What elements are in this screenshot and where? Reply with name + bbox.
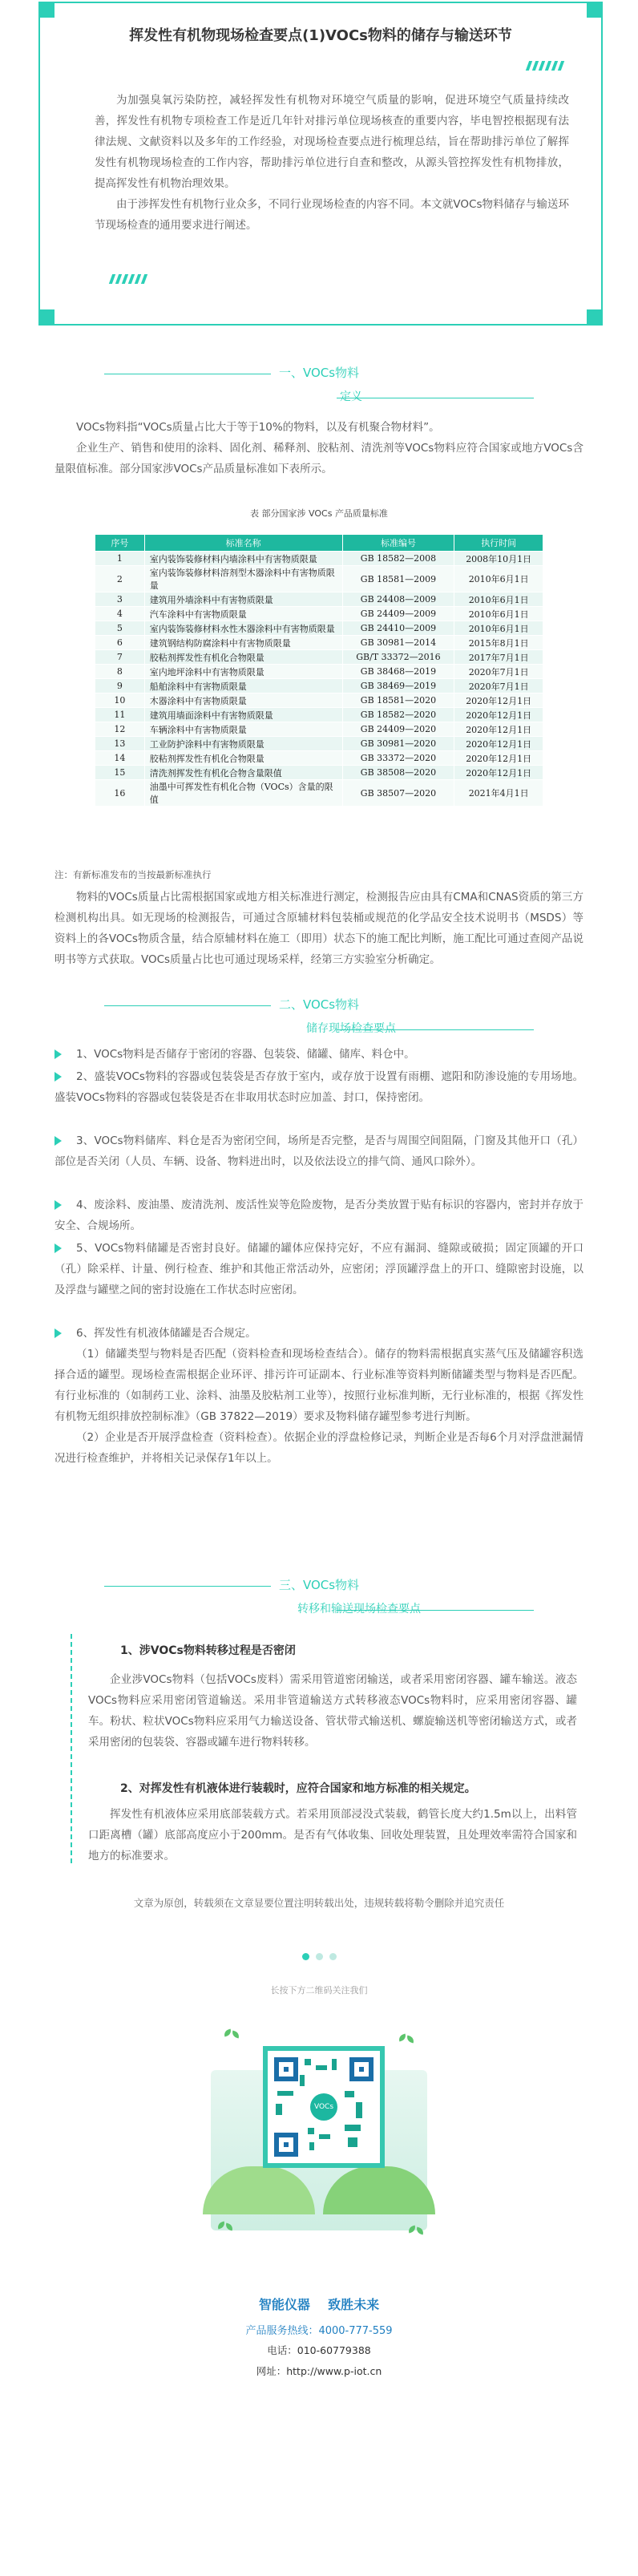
intro-paragraph: 由于涉挥发性有机物行业众多，不同行业现场检查的内容不同。本文就VOCs物料储存与输送环节现场检查的通用要求进行阐述。 <box>95 198 569 232</box>
table-cell: 2 <box>95 566 145 592</box>
table-cell: 8 <box>95 665 145 679</box>
table-cell: GB 24408—2009 <box>342 592 454 607</box>
table-cell: 2017年7月1日 <box>454 650 543 665</box>
table-cell: 10 <box>95 694 145 708</box>
table-cell: 建筑用墙面涂料中有害物质限量 <box>144 708 342 722</box>
table-cell: GB 18582—2020 <box>342 708 454 722</box>
table-cell: 工业防护涂料中有害物质限量 <box>144 737 342 751</box>
table-cell: 6 <box>95 636 145 650</box>
website-link[interactable]: 网址：http://www.p-iot.cn <box>256 2365 382 2377</box>
table-cell: 2020年12月1日 <box>454 694 543 708</box>
table-cell: 4 <box>95 607 145 621</box>
table-cell: 2020年12月1日 <box>454 708 543 722</box>
paragraph: 企业涉VOCs物料（包括VOCs废料）需采用管道密闭输送，或者采用密闭容器、罐车输送。液态VOCs物料应采用密闭管道输送。采用非管道输送方式转移液态VOCs物料时，应采用密闭容器、罐车。粉状、粒状VOCs物料应采用气力输送设备、管状带式输送机、螺旋输送机等密闭输送方式，或者采用密闭的包装袋、容器或罐车进行物料转移。 <box>88 1673 577 1749</box>
table-cell: 室内地坪涂料中有害物质限量 <box>144 665 342 679</box>
table-cell: GB 38468—2019 <box>342 665 454 679</box>
table-cell: GB 33372—2020 <box>342 751 454 766</box>
corner-decoration <box>587 2 603 18</box>
qr-hint: 长按下方二维码关注我们 <box>270 1985 368 1996</box>
table-cell: GB 24409—2020 <box>342 722 454 737</box>
table-cell: 2020年12月1日 <box>454 766 543 780</box>
table-row <box>95 665 543 679</box>
copyright-notice: 文章为原创，转载须在文章显要位置注明转载出处，违规转载将勒令删除并追究责任 <box>133 1897 505 1909</box>
standards-table <box>95 534 543 807</box>
table-cell: 2015年8月1日 <box>454 636 543 650</box>
table-row <box>95 679 543 694</box>
table-row <box>95 621 543 636</box>
table-cell: 2020年7月1日 <box>454 665 543 679</box>
table-cell: 14 <box>95 751 145 766</box>
stripe-decoration <box>527 61 563 71</box>
check-item: 1、VOCs物料是否储存于密闭的容器、包装袋、储罐、储库、料仓中。 <box>55 1044 583 1065</box>
paragraph: 物料的VOCs质量占比需根据国家或地方相关标准进行测定，检测报告应由具有CMA和CNAS资质的第三方检测机构出具。如无现场的检测报告，可通过含原辅材料包装桶或规范的化学品安全技术说明书（MSDS）等资料上的各VOCs物质含量，结合原辅材料在施工（即用）状态下的施工配比判断，施工配比可通过查阅产品说明书等方式获取。VOCs质量占比也可通过现场采样，经第三方实验室分析确定。 <box>55 891 583 966</box>
table-header-cell: 序号 <box>95 535 145 552</box>
paragraph: VOCs物料指“VOCs质量占比大于等于10%的物料，以及有机聚合物材料”。 <box>76 421 440 434</box>
table-cell: 油墨中可挥发性有机化合物（VOCs）含量的限值 <box>144 780 342 807</box>
table-row <box>95 722 543 737</box>
table-cell: 建筑钢结构防腐涂料中有害物质限量 <box>144 636 342 650</box>
table-header-cell: 执行时间 <box>454 535 543 552</box>
table-cell: 7 <box>95 650 145 665</box>
section-number: 二、VOCs物料 <box>0 996 638 1013</box>
table-cell: 1 <box>95 552 145 566</box>
table-cell: 2020年12月1日 <box>454 737 543 751</box>
table-cell: 建筑用外墙涂料中有害物质限量 <box>144 592 342 607</box>
table-cell: GB 18581—2020 <box>342 694 454 708</box>
qr-code[interactable] <box>263 2046 385 2168</box>
slogan: 智能仪器 致胜未来 <box>258 2297 380 2312</box>
intro-text <box>95 90 569 236</box>
table-row <box>95 737 543 751</box>
paragraph: （1）储罐类型与物料是否匹配（资料检查和现场检查结合）。储存的物料需根据真实蒸气压及储罐容积选择合适的罐型。现场检查需根据企业环评、排污许可证副本、行业标准等资料判断储罐类型与物料是否匹配。有行业标准的（如制药工业、涂料、油墨及胶粘剂工业等），按照行业标准判断，无行业标准的，根据《挥发性有机物无组织排放控制标准》（GB 37822—2019）要求及物料储存罐型参考进行判断。 <box>55 1348 583 1423</box>
section-heading <box>0 994 638 1042</box>
section-heading <box>0 362 638 410</box>
subheading: 2、对挥发性有机液体进行装载时，应符合国家和地方标准的相关规定。 <box>120 1782 476 1795</box>
table-cell: 5 <box>95 621 145 636</box>
intro-paragraph: 为加强臭氧污染防控，减轻挥发性有机物对环境空气质量的影响，促进环境空气质量持续改善，挥发性有机物专项检查工作是近几年针对排污单位现场核查的重要内容，毕电智控根据现有法律法规、文献资料以及多年的工作经验，对现场检查要点进行梳理总结，旨在帮助排污单位了解挥发性有机物现场检查的工作内容，帮助排污单位进行自查和整改，从源头管控挥发性有机物排放，提高挥发性有机物治理效果。 <box>95 94 569 190</box>
subheading: 1、涉VOCs物料转移过程是否密闭 <box>120 1644 296 1657</box>
table-cell: GB 24410—2009 <box>342 621 454 636</box>
section-text <box>88 1804 577 1866</box>
section-subtitle: 储存现场检查要点 <box>306 1022 396 1035</box>
table-cell: 车辆涂料中有害物质限量 <box>144 722 342 737</box>
table-cell: GB 30981—2014 <box>342 636 454 650</box>
table-cell: GB 24409—2009 <box>342 607 454 621</box>
check-item: 2、盛装VOCs物料的容器或包装袋是否存放于室内，或存放于设置有雨棚、遮阳和防渗设施的专用场地。盛装VOCs物料的容器或包装袋是否在非取用状态时应加盖、封口，保持密闭。 <box>55 1070 583 1104</box>
table-note: 注：有新标准发布的当按最新标准执行 <box>55 869 212 880</box>
check-item: 6、挥发性有机液体储罐是否合规定。 <box>55 1323 583 1344</box>
corner-decoration <box>38 309 55 326</box>
divider-dots <box>0 1948 638 1963</box>
section-text <box>55 887 583 970</box>
table-cell: 2020年12月1日 <box>454 722 543 737</box>
table-cell: 清洗剂挥发性有机化合物含量限值 <box>144 766 342 780</box>
section-text <box>55 1344 583 1469</box>
table-row <box>95 780 543 807</box>
table-cell: 2008年10月1日 <box>454 552 543 566</box>
table-cell: 汽车涂料中有害物质限量 <box>144 607 342 621</box>
section-number: 一、VOCs物料 <box>0 364 638 381</box>
header-card <box>38 2 603 326</box>
service-hotline: 产品服务热线：4000-777-559 <box>245 2325 393 2337</box>
table-cell: GB 18581—2009 <box>342 566 454 592</box>
phone: 电话：010-60779388 <box>267 2344 371 2356</box>
section-subtitle: 转移和输送现场检查要点 <box>297 1603 421 1616</box>
table-cell: 室内装饰装修材料水性木器涂料中有害物质限量 <box>144 621 342 636</box>
section-text <box>88 1669 577 1753</box>
table-cell: 9 <box>95 679 145 694</box>
table-caption: 表 部分国家涉 VOCs 产品质量标准 <box>250 508 388 519</box>
table-cell: 2010年6月1日 <box>454 607 543 621</box>
table-cell: 胶粘剂挥发性有机化合物限量 <box>144 650 342 665</box>
corner-decoration <box>587 309 603 326</box>
corner-decoration <box>38 2 55 18</box>
stripe-decoration <box>111 274 146 284</box>
table-cell: 15 <box>95 766 145 780</box>
table-cell: 船舶涂料中有害物质限量 <box>144 679 342 694</box>
table-row <box>95 694 543 708</box>
table-cell: GB 38507—2020 <box>342 780 454 807</box>
check-item: 3、VOCs物料储库、料仓是否为密闭空间，场所是否完整，是否与周围空间阻隔，门窗及其他开口（孔）部位是否关闭（人员、车辆、设备、物料进出时，以及依法设立的排气筒、通风口除外）。 <box>55 1134 583 1168</box>
table-row <box>95 552 543 566</box>
table-row <box>95 708 543 722</box>
table-row <box>95 636 543 650</box>
table-cell: 12 <box>95 722 145 737</box>
paragraph: 企业生产、销售和使用的涂料、固化剂、稀释剂、胶粘剂、清洗剂等VOCs物料应符合国家或地方VOCs含量限值标准。部分国家涉VOCs产品质量标准如下表所示。 <box>55 442 583 475</box>
table-cell: 11 <box>95 708 145 722</box>
section-subtitle: 定义 <box>340 390 362 403</box>
table-cell: GB 38508—2020 <box>342 766 454 780</box>
table-cell: 2010年6月1日 <box>454 566 543 592</box>
table-cell: 胶粘剂挥发性有机化合物限量 <box>144 751 342 766</box>
table-row <box>95 650 543 665</box>
table-cell: 室内装饰装修材料溶剂型木器涂料中有害物质限量 <box>144 566 342 592</box>
table-header-cell: 标准名称 <box>144 535 342 552</box>
table-cell: 室内装饰装修材料内墙涂料中有害物质限量 <box>144 552 342 566</box>
table-cell: 13 <box>95 737 145 751</box>
paragraph: （2）企业是否开展浮盘检查（资料检查）。依据企业的浮盘检修记录，判断企业是否每6个月对浮盘泄漏情况进行检查维护，并将相关记录保存1年以上。 <box>55 1431 583 1465</box>
table-row <box>95 566 543 592</box>
table-cell: GB 38469—2019 <box>342 679 454 694</box>
article-title: 挥发性有机物现场检查要点(1)VOCs物料的储存与输送环节 <box>129 27 512 44</box>
table-row <box>95 592 543 607</box>
qr-illustration <box>211 2022 427 2263</box>
section-number: 三、VOCs物料 <box>0 1576 638 1593</box>
table-row <box>95 607 543 621</box>
table-header-cell: 标准编号 <box>342 535 454 552</box>
table-cell: 2010年6月1日 <box>454 592 543 607</box>
table-row <box>95 751 543 766</box>
section-heading <box>0 1575 638 1623</box>
table-cell: 2020年12月1日 <box>454 751 543 766</box>
check-item: 5、VOCs物料储罐是否密封良好。储罐的罐体应保持完好，不应有漏洞、缝隙或破损；固定顶罐的开口（孔）除采样、计量、例行检查、维护和其他正常活动外，应密闭；浮顶罐浮盘上的开口、缝隙密封设施，以及浮盘与罐壁之间的密封设施在工作状态时应密闭。 <box>55 1242 583 1296</box>
check-item: 4、废涂料、废油墨、废清洗剂、废活性炭等危险废物，是否分类放置于贴有标识的容器内，密封并存放于安全、合规场所。 <box>55 1199 583 1232</box>
table-cell: 2010年6月1日 <box>454 621 543 636</box>
table-cell: 2020年7月1日 <box>454 679 543 694</box>
section-text <box>55 417 583 479</box>
table-cell: GB 30981—2020 <box>342 737 454 751</box>
table-cell: 木器涂料中有害物质限量 <box>144 694 342 708</box>
qr-logo: VOCs <box>310 2093 337 2121</box>
table-cell: 2021年4月1日 <box>454 780 543 807</box>
table-row <box>95 766 543 780</box>
table-cell: GB/T 33372—2016 <box>342 650 454 665</box>
table-cell: 16 <box>95 780 145 807</box>
table-cell: 3 <box>95 592 145 607</box>
table-cell: GB 18582—2008 <box>342 552 454 566</box>
paragraph: 挥发性有机液体应采用底部装载方式。若采用顶部浸没式装载，鹤管长度大约1.5m以上，出料管口距离槽（罐）底部高度应小于200mm。是否有气体收集、回收处理装置，且处理效率需符合国家和地方的标准要求。 <box>88 1808 577 1862</box>
